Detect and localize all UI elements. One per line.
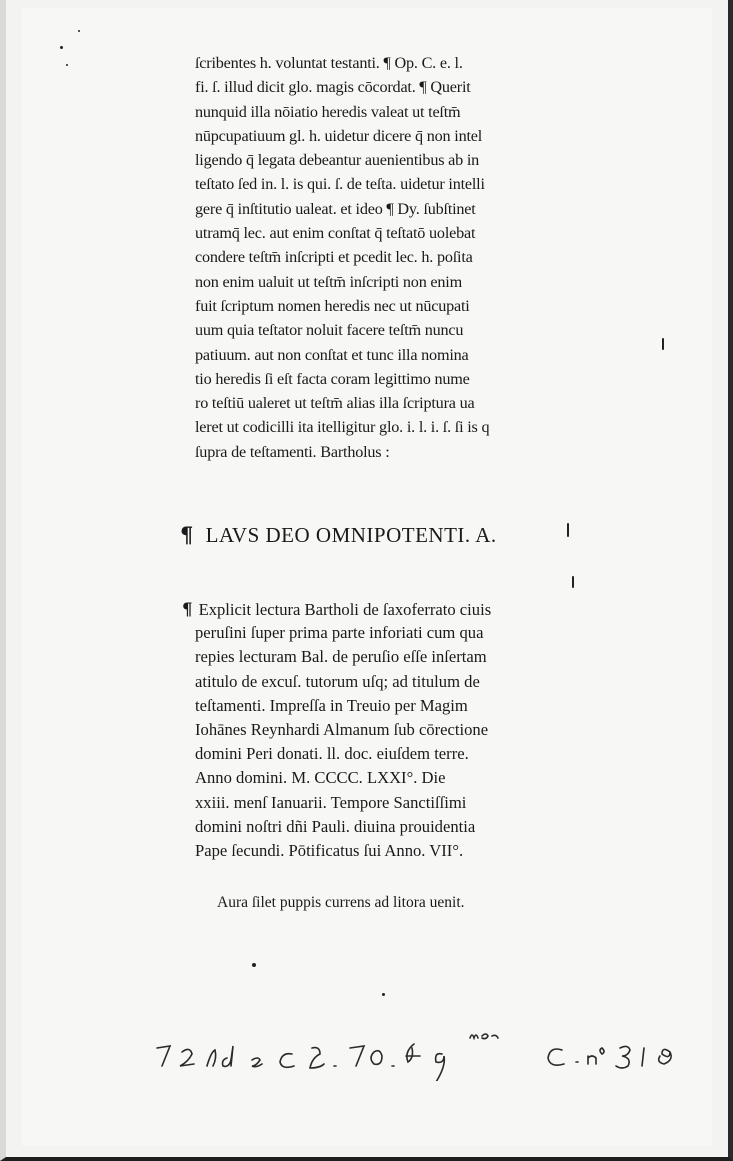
text-line: ligendo q̄ legata debeantur auenientibus ab in bbox=[195, 151, 480, 170]
ink-speck bbox=[572, 576, 574, 588]
colophon-line: atitulo de excuſ. tutorum uſq; ad titulum de bbox=[195, 671, 480, 691]
text-line: leret ut codicilli ita itelligitur glo. i. l. i. ſ. ſi is q bbox=[195, 418, 490, 437]
text-line: uum quia teſtator noluit facere teſtm̄ nuncu bbox=[195, 321, 464, 340]
laus-deo-heading bbox=[180, 522, 497, 548]
text-line: tio heredis ſi eſt facta coram legittimo nume bbox=[195, 369, 470, 388]
text-line: ſcribentes h. voluntat testanti. ¶ Op. C. e. l. bbox=[195, 54, 463, 72]
ink-speck bbox=[78, 30, 80, 32]
pilcrow-mark: ¶ bbox=[182, 599, 193, 619]
colophon bbox=[182, 597, 582, 863]
ink-speck bbox=[66, 64, 68, 66]
text-line: utramq̄ lec. aut enim conſtat q̄ teſtatō uolebat bbox=[195, 224, 476, 243]
colophon-line: domini noſtri dñi Pauli. diuina prouidentia bbox=[195, 816, 476, 836]
ink-speck bbox=[60, 46, 63, 49]
heading-text: LAVS DEO OMNIPOTENTI. A. bbox=[205, 523, 497, 547]
text-line: patiuum. aut non conſtat et tunc illa nomina bbox=[195, 345, 469, 364]
text-line: nunquid illa nōiatio heredis valeat ut teſtm̄ bbox=[195, 102, 461, 121]
colophon-line: teſtamenti. Impreſſa in Treuio per Magim bbox=[195, 695, 468, 715]
colophon-line: Iohānes Reynhardi Almanum ſub cōrectione bbox=[195, 719, 489, 739]
text-line: nūpcupatiuum gl. h. uidetur dicere q̄ non intel bbox=[195, 126, 483, 145]
ink-speck bbox=[662, 338, 664, 350]
ink-speck bbox=[382, 993, 385, 996]
colophon-line: xxiii. menſ Ianuarii. Tempore Sanctiſſimi bbox=[195, 792, 467, 812]
colophon-line: domini Peri donati. ll. doc. eiuſdem terre. bbox=[195, 744, 469, 764]
ink-speck bbox=[252, 963, 256, 967]
colophon-line: Anno domini. M. CCCC. LXXI°. Die bbox=[195, 768, 446, 788]
colophon-line-text: Explicit lectura Bartholi de ſaxoferrato ciuis bbox=[198, 600, 492, 619]
colophon-line: repies lecturam Bal. de peruſio eſſe inſertam bbox=[195, 647, 487, 667]
text-line: fi. ſ. illud dicit glo. magis cōcordat. ¶ Querit bbox=[195, 78, 471, 97]
commentary-text bbox=[195, 51, 575, 464]
text-line: non enim ualuit ut teſtm̄ inſcripti non enim bbox=[195, 272, 462, 291]
text-line: fuit ſcriptum nomen heredis nec ut nūcupati bbox=[195, 296, 470, 315]
text-line: ſupra de teſtamenti. Bartholus : bbox=[195, 442, 390, 461]
closing-verse: Aura ſilet puppis currens ad litora uenit. bbox=[217, 894, 465, 911]
ink-speck bbox=[567, 523, 569, 537]
colophon-line bbox=[182, 597, 582, 621]
text-line: condere teſtm̄ inſcripti et pcedit lec. h. poſita bbox=[195, 248, 473, 267]
handwritten-shelfmark bbox=[152, 1026, 712, 1081]
text-line: gere q̄ inſtitutio ualeat. et ideo ¶ Dy. ſubſtinet bbox=[195, 199, 476, 218]
manuscript-page bbox=[22, 8, 712, 1146]
pilcrow-mark: ¶ bbox=[180, 522, 194, 547]
text-line: teſtato ſed in. l. is qui. ſ. de teſta. uidetur intelli bbox=[195, 175, 485, 194]
colophon-line: Pape ſecundi. Pōtificatus ſui Anno. VII°. bbox=[195, 840, 464, 860]
text-line: ro teſtiū ualeret ut teſtm̄ alias illa ſcriptura ua bbox=[195, 394, 475, 413]
colophon-line: peruſini ſuper prima parte inforiati cum qua bbox=[195, 623, 484, 643]
